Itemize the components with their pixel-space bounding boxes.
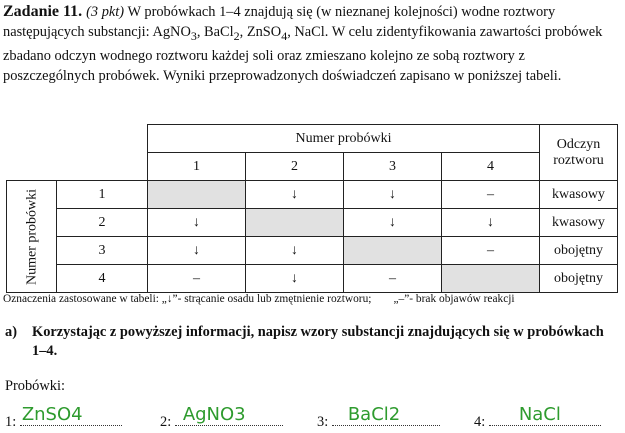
task-title: Zadanie 11. [3,3,83,20]
task-text: Korzystając z powyższej informacji, napisz wzory substancji znajdujących się w probówkach 1–4. [32,324,604,359]
legend-dash: „–”- brak objawów reakcji [393,293,515,305]
intro-paragraph: W probówkach 1–4 znajdują się (w nieznanej kolejności) wodne roztwory następujących substancji: AgNO$_3$, BaCl$_2$, ZnSO$_4$, NaCl. W celu zidentyfikowania zawartości probówek zbadano odczyn wodnego roztworu każdej soli oraz zmieszano kolejno ze sobą roztwory z poszczególnych probówek. Wyniki przeprowadzonych doświadczeń zapisano w poniższej tabeli. [3,4,603,84]
table-header-row [7,125,618,153]
table-cell: ↓ [442,209,540,237]
state-cell: kwasowy [540,209,618,237]
answer-field-1[interactable] [20,404,122,426]
answer-value: NaCl [518,404,561,425]
answers-heading: Probówki: [5,378,65,394]
column-number: 1 [148,153,246,181]
table-cell: ↓ [344,181,442,209]
table-cell: ↓ [148,237,246,265]
table-cell [442,265,540,293]
table-cell: ↓ [246,181,344,209]
table-cell [344,237,442,265]
table-cell [246,209,344,237]
answer-value: AgNO3 [182,404,246,425]
answer-field-2[interactable] [175,404,283,426]
state-cell: obojętny [540,265,618,293]
table-cell: ↓ [344,209,442,237]
answer-2 [160,404,283,431]
row-number: 1 [57,181,148,209]
table-cell: – [442,237,540,265]
state-header: Odczyn roztworu [540,125,618,181]
row-group-header: Numer probówki [7,181,57,293]
row-number: 2 [57,209,148,237]
column-number: 2 [246,153,344,181]
answer-field-3[interactable] [332,404,440,426]
table-cell: – [442,181,540,209]
answer-value: ZnSO4 [21,404,83,425]
answer-label: 1: [5,414,17,430]
answer-3 [317,404,440,431]
table-cell: – [148,265,246,293]
column-number-row [7,153,618,181]
row-number: 3 [57,237,148,265]
table-row [7,265,618,293]
table-cell: – [344,265,442,293]
answer-field-4[interactable] [489,404,601,426]
table-cell [148,181,246,209]
column-number: 4 [442,153,540,181]
task-letter: a) [5,324,17,340]
answer-4 [474,404,601,431]
table-row [7,209,618,237]
table-cell: ↓ [246,237,344,265]
results-table [6,124,618,293]
state-cell: obojętny [540,237,618,265]
state-cell: kwasowy [540,181,618,209]
answer-1 [5,404,122,431]
answer-value: BaCl2 [347,404,401,425]
column-group-header: Numer probówki [148,125,540,153]
row-number: 4 [57,265,148,293]
table-legend [3,293,515,305]
answer-label: 3: [317,414,329,430]
task-points: (3 pkt) [86,4,125,20]
task-a [5,323,615,361]
table-cell: ↓ [246,265,344,293]
answer-label: 4: [474,414,486,430]
column-number: 3 [344,153,442,181]
legend-arrow: Oznaczenia zastosowane w tabeli: „↓”- strącanie osadu lub zmętnienie roztworu; [3,293,372,305]
table-cell: ↓ [148,209,246,237]
table-row [7,181,618,209]
answer-label: 2: [160,414,172,430]
table-row [7,237,618,265]
task-intro [3,2,615,86]
